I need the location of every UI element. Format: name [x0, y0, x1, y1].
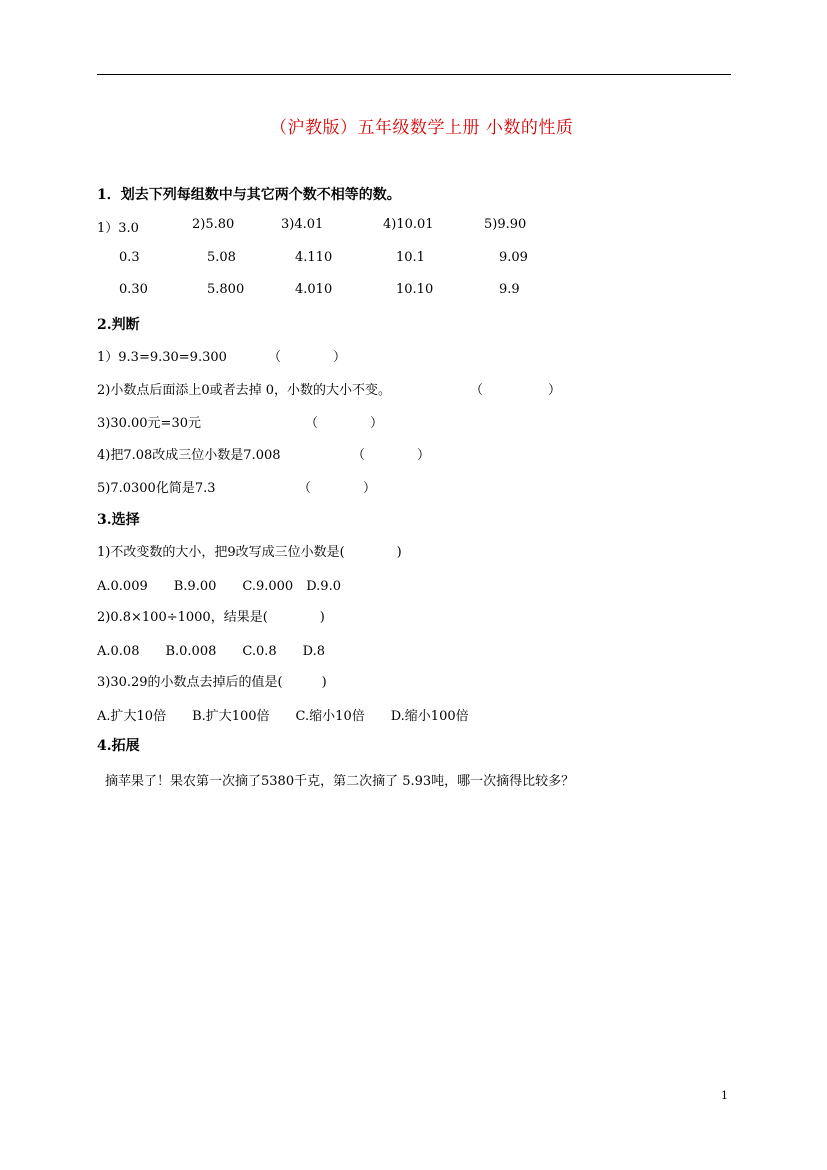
q2-item-text: 3)30.00元=30元	[97, 416, 201, 431]
q2-item-text: 5)7.0300化简是7.3	[97, 481, 216, 496]
page-number: 1	[721, 1089, 728, 1102]
q3-options: A.0.009 B.9.00 C.9.000 D.9.0	[97, 579, 341, 594]
q1-cell: 0.3	[119, 250, 140, 265]
q1-heading: 1．划去下列每组数中与其它两个数不相等的数。	[97, 187, 401, 203]
page-title: （沪教版）五年级数学上册 小数的性质	[270, 118, 574, 138]
q3-question: 1)不改变数的大小，把9改写成三位小数是( )	[97, 545, 402, 560]
q2-answer-blank: （ ）	[268, 350, 347, 365]
q2-answer-blank: （ ）	[305, 416, 384, 431]
q2-item-text: 4)把7.08改成三位小数是7.008	[97, 448, 281, 463]
q3-question: 2)0.8×100÷1000，结果是( )	[97, 610, 325, 625]
q1-cell: 4.110	[295, 250, 333, 265]
q1-cell: 9.09	[499, 250, 528, 265]
q2-answer-blank: （ ）	[470, 383, 562, 398]
q1-cell: 5.08	[207, 250, 236, 265]
q2-answer-blank: （ ）	[298, 481, 377, 496]
q3-heading: 3.选择	[97, 512, 140, 528]
q1-cell: 4.010	[295, 282, 333, 297]
q2-item-text: 1）9.3=9.30=9.300	[97, 350, 227, 365]
q1-cell: 0.30	[119, 282, 148, 297]
q4-text: 摘苹果了！果农第一次摘了5380千克，第二次摘了 5.93吨，哪一次摘得比较多？	[105, 774, 575, 789]
q1-cell: 5)9.90	[484, 217, 527, 232]
q1-cell: 10.10	[396, 282, 434, 297]
q2-item-text: 2)小数点后面添上0或者去掉 0，小数的大小不变。	[97, 383, 392, 398]
q1-cell: 9.9	[499, 282, 520, 297]
header-rule	[97, 74, 731, 75]
q2-heading: 2.判断	[97, 317, 140, 333]
q3-question: 3)30.29的小数点去掉后的值是( )	[97, 675, 327, 690]
q1-cell: 1）3.0	[97, 221, 139, 236]
q2-answer-blank: （ ）	[352, 448, 431, 463]
q1-cell: 5.800	[207, 282, 245, 297]
q1-cell: 10.1	[396, 250, 425, 265]
q3-options: A.扩大10倍 B.扩大100倍 C.缩小10倍 D.缩小100倍	[97, 709, 469, 724]
q1-cell: 3)4.01	[281, 217, 324, 232]
q1-cell: 2)5.80	[192, 217, 235, 232]
q1-cell: 4)10.01	[383, 217, 434, 232]
q3-options: A.0.08 B.0.008 C.0.8 D.8	[97, 644, 326, 659]
q4-heading: 4.拓展	[97, 738, 140, 754]
